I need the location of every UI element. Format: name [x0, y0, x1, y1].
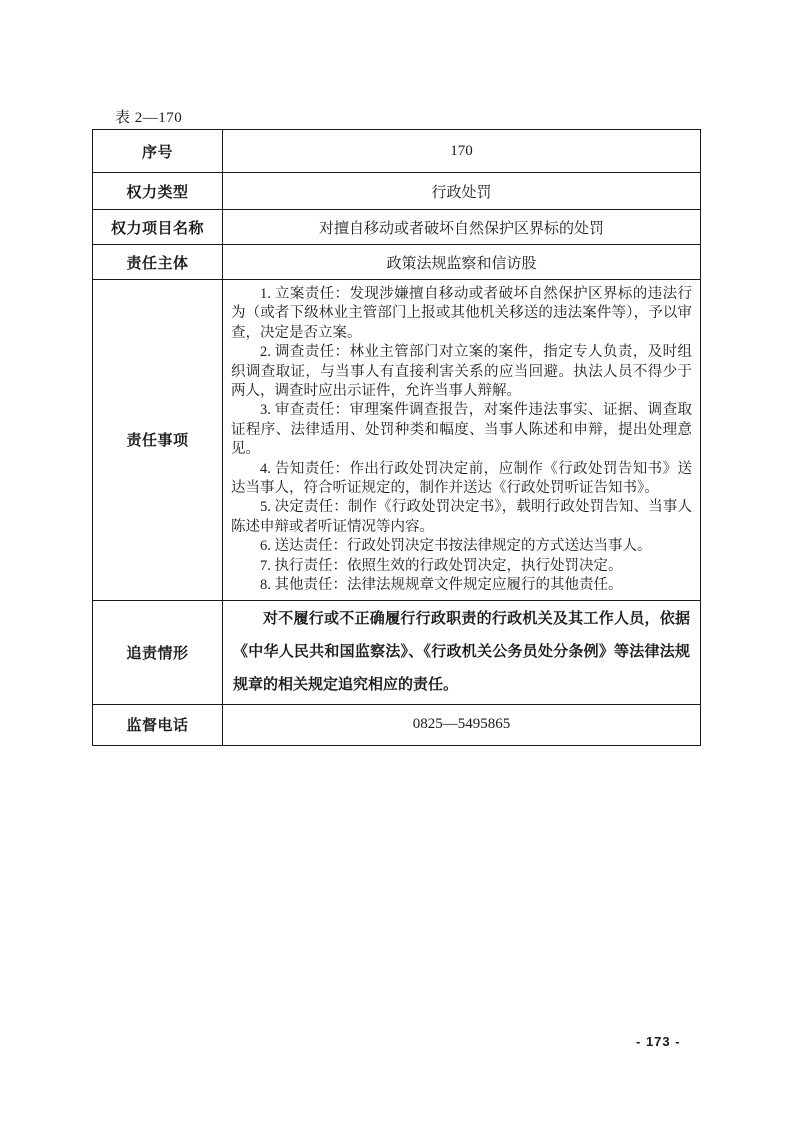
row-value-supervision-phone: 0825—5495865 [223, 704, 701, 745]
row-label-duty-items: 责任事项 [93, 280, 223, 601]
duty-item-6: 6. 送达责任：行政处罚决定书按法律规定的方式送达当事人。 [260, 538, 652, 555]
row-value-power-item-name: 对擅自移动或者破坏自然保护区界标的处罚 [223, 210, 701, 245]
table-row-serial-number [93, 130, 701, 173]
row-value-serial-number: 170 [223, 130, 701, 173]
power-responsibility-table [92, 129, 701, 746]
table-row-supervision-phone [93, 704, 701, 745]
duty-item-8: 8. 其他责任：法律法规规章文件规定应履行的其他责任。 [260, 577, 623, 594]
duty-item-4: 4. 告知责任：作出行政处罚决定前，应制作《行政处罚告知书》送达当事人，符合听证规定的，制作并送达《行政处罚听证告知书》。 [231, 460, 692, 497]
table-row-duty-items [93, 280, 701, 601]
row-label-serial-number: 序号 [93, 130, 223, 173]
row-value-accountability [223, 600, 701, 704]
table-row-power-type [93, 173, 701, 210]
row-label-power-type: 权力类型 [93, 173, 223, 210]
duty-item-1: 1. 立案责任：发现涉嫌擅自移动或者破坏自然保护区界标的违法行为（或者下级林业主管部门上报或其他机关移送的违法案件等），予以审查，决定是否立案。 [231, 286, 692, 341]
duty-item-2: 2. 调查责任：林业主管部门对立案的案件，指定专人负责，及时组织调查取证，与当事人有直接利害关系的应当回避。执法人员不得少于两人，调查时应出示证件，允许当事人辩解。 [231, 344, 692, 400]
row-label-power-item-name: 权力项目名称 [93, 210, 223, 245]
table-caption: 表 2—170 [115, 110, 183, 126]
duty-item-5: 5. 决定责任：制作《行政处罚决定书》，载明行政处罚告知、当事人陈述申辩或者听证情况等内容。 [231, 499, 692, 535]
table-row-accountability [93, 600, 701, 704]
row-label-accountability: 追责情形 [93, 600, 223, 704]
duty-item-3: 3. 审查责任：审理案件调查报告，对案件违法事实、证据、调查取证程序、法律适用、处罚种类和幅度、当事人陈述和申辩，提出处理意见。 [231, 402, 692, 458]
page-number: - 173 - [636, 1034, 681, 1049]
row-value-power-type: 行政处罚 [223, 173, 701, 210]
table-row-responsible-body [93, 245, 701, 280]
row-label-responsible-body: 责任主体 [93, 245, 223, 280]
row-label-supervision-phone: 监督电话 [93, 704, 223, 745]
table-row-power-item-name [93, 210, 701, 245]
duty-item-7: 7. 执行责任：依照生效的行政处罚决定，执行处罚决定。 [260, 557, 623, 574]
accountability-text: 对不履行或不正确履行行政职责的行政机关及其工作人员，依据《中华人民共和国监察法》、《行政机关公务员处分条例》等法律法规规章的相关规定追究相应的责任。 [233, 610, 690, 693]
row-value-duty-items [223, 280, 701, 601]
row-value-responsible-body: 政策法规监察和信访股 [223, 245, 701, 280]
